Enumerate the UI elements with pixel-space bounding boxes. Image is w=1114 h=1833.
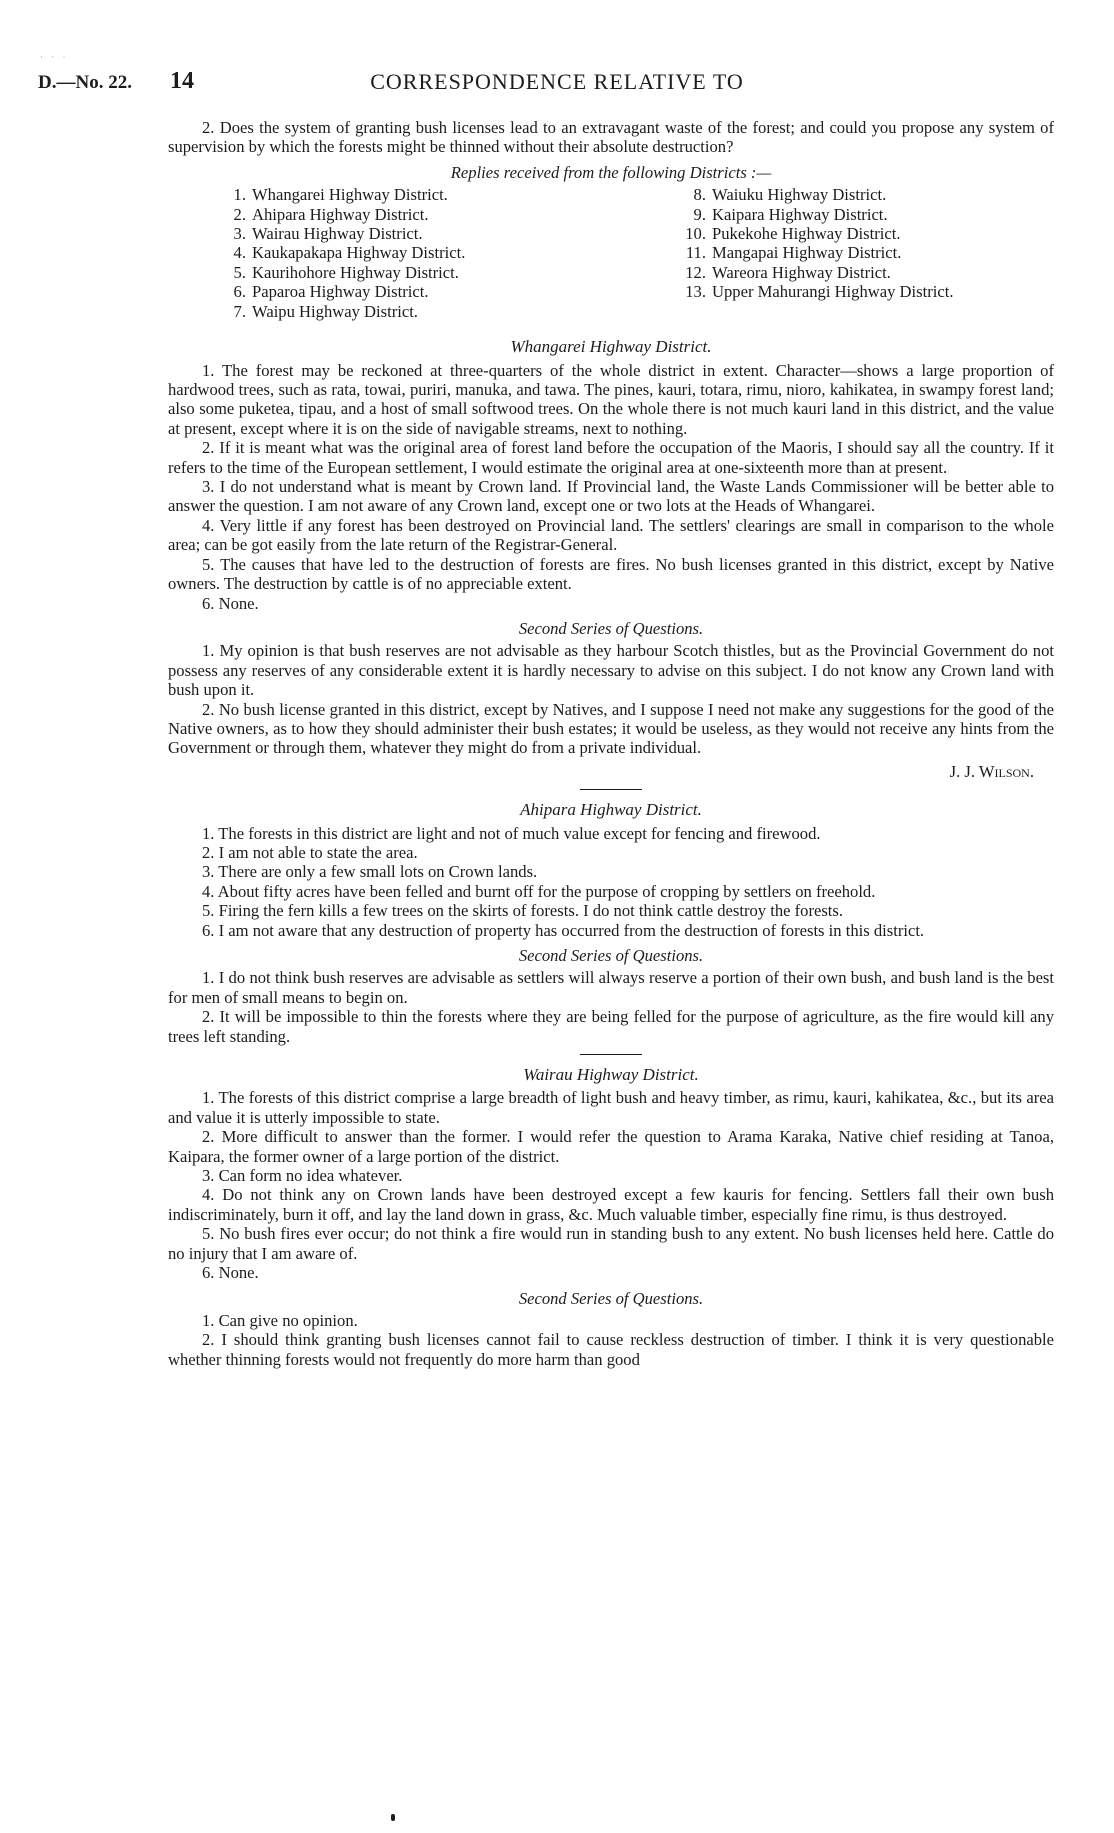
district-list bbox=[218, 185, 1054, 329]
answer-paragraph: 2. No bush license granted in this district, except by Natives, and I suppose I need not make any suggestions for the good of the Native owners, as to how they should administer their bush estates; it would be useless, as they would not receive any hints from the Government or through them, whatever they might do from a private individual. bbox=[168, 699, 1054, 758]
list-item: 8. Waiuku Highway District. bbox=[693, 185, 887, 205]
list-item: 7. Waipu Highway District. bbox=[233, 301, 418, 321]
answer-paragraph: 1. The forest may be reckoned at three-quarters of the whole district in extent. Character—shows a large proportion of hardwood trees, such as rata, towai, puriri, manuka, and tawa. The pines, kauri, totara, rimu, nioro, kahikatea, in swampy forest land; also some puketea, tipau, and a host of small softwood trees. On the whole there is not much kauri land in this district, and the value at present, except where it is on the side of navigable streams, next to nothing. bbox=[168, 360, 1054, 438]
section-divider bbox=[580, 1054, 642, 1055]
answer-paragraph: 2. I am not able to state the area. bbox=[202, 842, 418, 862]
answer-paragraph: 2. I should think granting bush licenses cannot fail to cause reckless destruction of timber. I think it is very questionable whether thinning forests would not frequently do more harm than good bbox=[168, 1330, 1054, 1369]
section-heading-ahipara: Ahipara Highway District. bbox=[520, 800, 702, 820]
list-item: 11. Mangapai Highway District. bbox=[685, 243, 902, 263]
list-item: 10. Pukekohe Highway District. bbox=[685, 224, 901, 243]
answer-paragraph: 3. Can form no idea whatever. bbox=[202, 1166, 403, 1186]
list-item: 12. Wareora Highway District. bbox=[685, 262, 891, 282]
answer-paragraph: 6. None. bbox=[202, 1263, 259, 1283]
margin-speck-decoration: · · · bbox=[40, 52, 69, 62]
page-body bbox=[168, 118, 1054, 1369]
running-title: CORRESPONDENCE RELATIVE TO bbox=[370, 69, 744, 94]
list-item: 6. Paparoa Highway District. bbox=[233, 282, 429, 302]
subsection-heading: Second Series of Questions. bbox=[518, 618, 704, 638]
answer-paragraph: 2. More difficult to answer than the former. I would refer the question to Arama Karaka, Native chief residing at Tanoa, Kaipara, the former owner of a large portion of the district. bbox=[168, 1127, 1054, 1166]
list-item: 3. Wairau Highway District. bbox=[233, 224, 423, 243]
answer-paragraph: 4. Do not think any on Crown lands have been destroyed except a few kauris for fencing. Settlers fall their own bush indiscriminately, burn it off, and lay the land down in grass, &c. Much valuable timber, especially fine rimu, is thus destroyed. bbox=[168, 1185, 1054, 1224]
answer-paragraph: 1. The forests in this district are light and not of much value except for fencing and firewood. bbox=[202, 823, 821, 843]
section-divider bbox=[580, 789, 642, 790]
answer-paragraph: 4. Very little if any forest has been destroyed on Provincial land. The settlers' clearings are small in comparison to the whole area; can be got easily from the late return of the Registrar-General. bbox=[168, 515, 1054, 555]
list-item: 5. Kaurihohore Highway District. bbox=[233, 262, 459, 282]
list-item: 4. Kaukapakapa Highway District. bbox=[233, 243, 466, 263]
replies-heading: Replies received from the following Districts :— bbox=[450, 162, 772, 182]
district-list-left-column bbox=[218, 185, 628, 321]
answer-paragraph: 2. If it is meant what was the original area of forest land before the occupation of the Maoris, I should say all the country. If it refers to the time of the European settlement, I would estimate the original area at one-sixteenth more than at present. bbox=[168, 438, 1054, 477]
section-heading-whangarei: Whangarei Highway District. bbox=[510, 337, 712, 357]
answer-paragraph: 1. I do not think bush reserves are advisable as settlers will always reserve a portion of their own bush, and bush land is the best for men of small means to begin on. bbox=[168, 968, 1054, 1007]
answer-paragraph: 6. None. bbox=[202, 593, 259, 613]
document-reference: D.—No. 22. bbox=[38, 72, 132, 93]
answer-paragraph: 5. No bush fires ever occur; do not think a fire would run in standing bush to any extent. No bush licenses held here. Cattle do no injury that I am aware of. bbox=[168, 1224, 1054, 1263]
answer-paragraph: 4. About fifty acres have been felled and burnt off for the purpose of cropping by settlers on freehold. bbox=[202, 881, 876, 901]
page-header bbox=[38, 68, 1076, 100]
list-item: 9. Kaipara Highway District. bbox=[693, 204, 888, 224]
subsection-heading: Second Series of Questions. bbox=[518, 946, 704, 965]
district-list-right-column bbox=[678, 185, 1078, 301]
answer-paragraph: 1. Can give no opinion. bbox=[202, 1310, 358, 1330]
list-item: 2. Ahipara Highway District. bbox=[233, 204, 429, 224]
answer-paragraph: 5. Firing the fern kills a few trees on the skirts of forests. I do not think cattle destroy the forests. bbox=[202, 901, 844, 921]
answer-paragraph: 3. There are only a few small lots on Crown lands. bbox=[202, 862, 538, 882]
page-number: 14 bbox=[170, 68, 194, 94]
answer-paragraph: 2. It will be impossible to thin the forests where they are being felled for the purpose of agriculture, as the fire would kill any trees left standing. bbox=[168, 1007, 1054, 1046]
intro-question: 2. Does the system of granting bush licenses lead to an extravagant waste of the forest; and could you propose any system of supervision by which the forests might be thinned without their absolute destruction? bbox=[168, 118, 1054, 157]
answer-paragraph: 3. I do not understand what is meant by Crown land. If Provincial land, the Waste Lands Commissioner will be better able to answer the question. I am not aware of any Crown land, except one or two lots at the Heads of Whangarei. bbox=[168, 477, 1054, 516]
list-item: 13. Upper Mahurangi Highway District. bbox=[685, 282, 954, 302]
answer-paragraph: 1. The forests of this district comprise a large breadth of light bush and heavy timber, as rimu, kauri, kahikatea, &c., but its area and value it is utterly impossible to state. bbox=[168, 1088, 1054, 1127]
answer-paragraph: 5. The causes that have led to the destruction of forests are fires. No bush licenses granted in this district, except by Native owners. The destruction by cattle is of no appreciable extent. bbox=[168, 554, 1054, 594]
signature: J. J. Wilson. bbox=[949, 761, 1034, 781]
section-heading-wairau: Wairau Highway District. bbox=[523, 1065, 699, 1085]
ink-mark bbox=[391, 1814, 395, 1821]
list-item: 1. Whangarei Highway District. bbox=[233, 185, 448, 205]
subsection-heading: Second Series of Questions. bbox=[518, 1288, 704, 1308]
answer-paragraph: 6. I am not aware that any destruction of property has occurred from the destruction of forests in this district. bbox=[202, 920, 925, 940]
answer-paragraph: 1. My opinion is that bush reserves are not advisable as they harbour Scotch thistles, but as the Provincial Government do not possess any reserves of any considerable extent it is hardly necessary to advise on this subject. I do not know any Crown land with bush upon it. bbox=[168, 641, 1054, 700]
